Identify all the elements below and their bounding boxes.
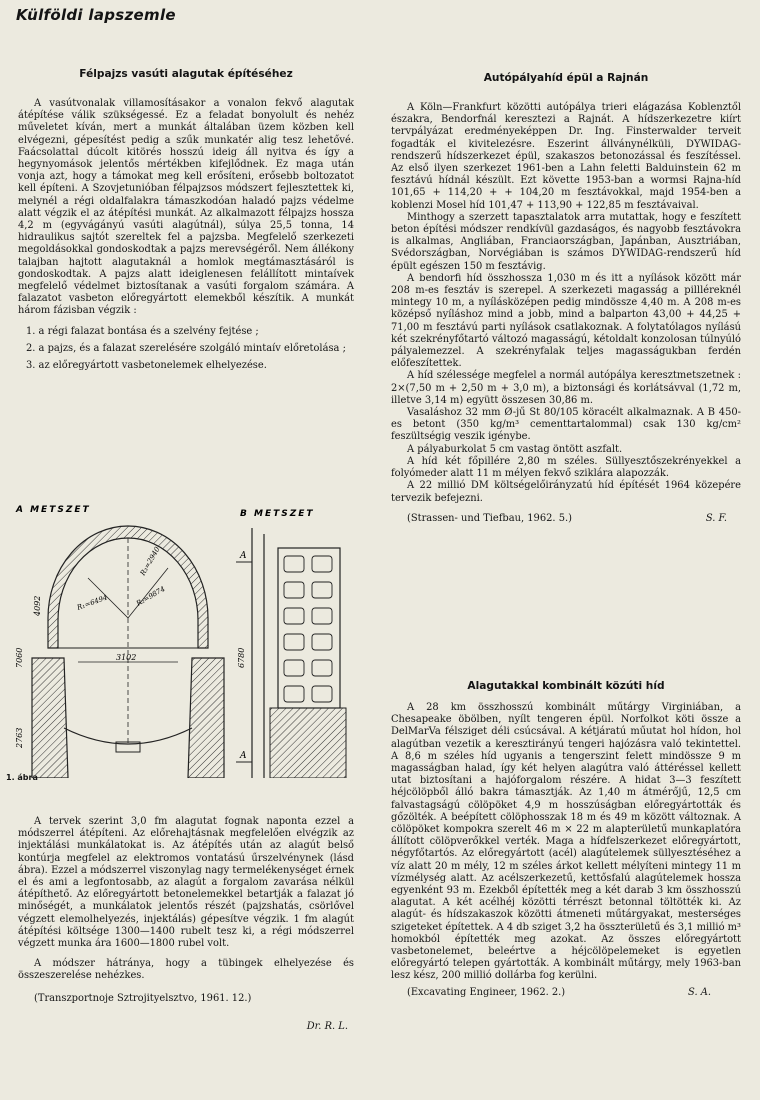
- tunnel-cross-section-figure: [8, 498, 348, 792]
- signature: S. F.: [705, 512, 727, 524]
- paragraph: A Köln—Frankfurt közötti autópálya trieri elágazása Koblenztől északra, Bendorfnál keresztezi a Rajnát. A hídszerkezetre kiírt tervpályázat eredményeképpen Dr. Ing. Finsterwalder terveit fogadták el kivitelezésre. Eszerint állványnélküli, DYWIDAG-rendszerű hídszerkezet épül, szakaszos betonozással és feszítéssel. Az első ilyen szerkezet 1961-ben a Lahn feletti Balduinstein 62 m fesztávú hídnál készült. Ezt követte 1953-ban a wormsi Rajna-híd 101,65 + 114,20 + + 104,20 m fesztávokkal, majd 1954-ben a koblenzi Mosel híd 101,47 + 113,90 + 122,85 m fesztávaival.: [391, 102, 741, 211]
- signature: S. A.: [688, 986, 711, 998]
- list-item: 3. az előregyártott vasbetonelemek elhelyezése.: [26, 360, 267, 372]
- page-header: Külföldi lapszemle: [16, 6, 176, 24]
- signature: Dr. R. L.: [306, 1020, 348, 1032]
- source-citation: (Strassen- und Tiefbau, 1962. 5.): [407, 512, 572, 524]
- dim-label: R₃=2940: [138, 545, 162, 577]
- paragraph: A tervek szerint 3,0 fm alagutat fognak naponta ezzel a módszerrel átépíteni. Az előrehajtásnak megfelelően elvégzik az injektálási munkálatokat is. Az átépítés után az alagút belső kontúrja megfelel az elektromos vontatású űrszelvénynek (lásd ábra). Ezzel a módszerrel viszonylag nagy termelékenységet érnek el és ami a legfontosabb, az alagút a forgalom zavarása nélkül átépíthető. Az előregyártott betonelemekkel betartják a falazat jó minőségét, a munkálatok jelentős részét (pajzshatás, csörlővel végzett elemolhelyezés, injektálás) gépesítve végzik. 1 fm alagút átépítési költsége 1300—1400 rubelt tesz ki, a régi módszerrel végzett munka ára 1600—1800 rubel volt.: [18, 816, 354, 950]
- article-body: [391, 102, 741, 525]
- article-title: Autópályahíd épül a Rajnán: [483, 72, 649, 84]
- paragraph: A 22 millió DM költségelőirányzatú híd építését 1964 közepére tervezik befejezni.: [391, 480, 741, 504]
- dim-label: 3102: [116, 653, 137, 662]
- article-body: [391, 702, 741, 999]
- source-citation: (Excavating Engineer, 1962. 2.): [407, 986, 566, 998]
- paragraph: A híd szélessége megfelel a normál autópálya keresztmetszetnek : 2×(7,50 m + 2,50 m + 3,0 m), a biztonsági és korlátsávval (1,72 m, illetve 3,14 m) együtt összesen 30,86 m.: [391, 370, 741, 406]
- dim-label: 7060: [15, 647, 24, 668]
- list-item: 2. a pajzs, és a falazat szerelésére szolgáló mintaív előretolása ;: [26, 342, 346, 354]
- source-citation: (Transzportnoje Sztrojityelsztvo, 1961. 12.): [34, 992, 252, 1004]
- paragraph: A bendorfi híd összhossza 1,030 m és itt a nyílások között már 208 m-es fesztáv is szerepel. A szerkezeti magasság a pillléreknél mintegy 10 m, a nyílásközépen pedig mindössze 4,40 m. A 208 m-es középső nyíláshoz mind a jobb, mind a balparton 43,00 + 44,25 + 71,00 m fesztávú parti nyílások csatlakoznak. A folytatólagos nyílású két szekrényfőtartó változó magasságú, kétoldalt konzolosan túlnyúló pályalemezzel. A szekrényfalak teljes magasságukban ferdén előfeszítettek.: [391, 272, 741, 370]
- paragraph: A vasútvonalak villamosításakor a vonalon fekvő alagutak átépítése válik szükségessé. Ez a feladat bonyolult és nehéz műveletet kíván, mert a munkát általában üzem közben kell elvégezni, gépesítést pedig a szűk munkatér alig tesz lehetővé. Faácsolattal dúcolt kitörés hosszú ideig áll nyitva és így a hegynyomások jelentős mértékben kifejlődnek. Ez maga után vonja azt, hogy a támokat meg kell erősíteni, erősebb boltozatot kell építeni. A Szovjetunióban félpajzsos módszert fejlesztettek ki, melynél a régi oldalfalakra támaszkodóan haladó pajzs védelme alatt végzik el az átépítési munkát. Az alkalmazott félpajzs hossza 4,2 m (egyvágányú vasúti alagútnál), súlya 25,5 tonna, 14 hidraulikus sajtót szereltek fel a pajzsba. Megfelelő szerkezeti megoldásokkal gondoskodtak a pajzs merevségéről. Nem állékony talajban hajtott alagutaknál a homlok megtámasztásáról is gondoskodtak. A pajzs alatt ideiglenesen felállított mintaívek megfelelő védelmet biztosítanak a vasúti forgalom számára. A falazatot vasbeton előregyártott elemekből készítik. A munkát három fázisban végzik :: [18, 98, 354, 317]
- section-b-label: B METSZET: [240, 509, 315, 519]
- figure-caption: 1. ábra: [6, 773, 38, 782]
- section-marker: A: [240, 751, 247, 761]
- paragraph: Minthogy a szerzett tapasztalatok arra mutattak, hogy e feszített beton építési módszer rendkívül gazdaságos, és nagyobb fesztávokra is alkalmas, Angliában, Franciaországban, Japánban, Ausztriában, Svédországban, Norvégiában is számos DYWIDAG-rendszerű híd épült egészen 150 m fesztávig.: [391, 211, 741, 272]
- paragraph: A híd két főpillére 2,80 m széles. Süllyesztőszekrényekkel a folyómeder alatt 11 m mélyen fekvő sziklára alapozzák.: [391, 455, 741, 480]
- paragraph: A módszer hátránya, hogy a tübingek elhelyezése és összeszerelése nehézkes.: [18, 958, 354, 982]
- paragraph: A 28 km összhosszú kombinált műtárgy Virginiában, a Chesapeake öbölben, nyílt tengeren épül. Norfolkot köti össze a DelMarVa félsziget déli csúcsával. A kétjáratú műutat hol hídon, hol alagútban vezetik a keresztirányú tengeri hajózásra való tekintettel. A 8,6 m széles híd ugyanis a tengerszint felett mindössze 9 m magasságban halad, így két helyen alagútra való áttéréssel kellett utat biztosítani a hajóforgalom részére. A hidat 3—3 feszített héjcölöpből álló bakra támasztják. Az 1,40 m átmérőjű, 12,5 cm falvastagságú cölöpöket 4,9 m hosszúságban előregyártották és gőzölték. A beépített cölöphosszak 18 m és 49 m között változnak. A cölöpöket kompokra szerelt 46 m × 22 m alapterületű munkaplatóra állított cölöpverőkkel verték. Maga a hídfelszerkezet előregyártott, négyfőtartós. Az előregyártott (acél) alagútelemek süllyesztéséhez a víz alatt 20 m mély, 12 m széles árkot kellett mélyíteni mintegy 11 m vízmélység alatt. Az acélszerkezetű, kettősfalú alagútelemek hossza egyenként 93 m. Ezekből építették meg a két darab 3 km összhosszú alagutat. A két acélhéj közötti térrészt betonnal töltötték ki. Az alagút- és hídszakaszok közötti átmeneti műtárgyakat, mesterséges szigeteket építettek. A 4 db sziget 3,2 ha összterületű és 3,1 millió m³ homokból építették meg azokat. Az összes előregyártott vasbetonelemet, beleértve a héjcölöpelemeket is egyetlen előregyártó telepen gyártották. A kombinált műtárgy, mely 1963-ban lesz kész, 200 millió dollárba fog kerülni.: [391, 702, 741, 982]
- article-title: Félpajzs vasúti alagutak építéséhez: [79, 68, 293, 80]
- dim-label: 2763: [15, 727, 24, 748]
- section-a-label: A METSZET: [16, 505, 91, 515]
- dim-label: R₁=6494: [75, 593, 109, 612]
- section-marker: A: [240, 551, 247, 561]
- paragraph: Vasaláshoz 32 mm Ø-jű St 80/105 köracélt alkalmaznak. A B 450-es betont (350 kg/m³ cementtartalommal) csak 130 kg/cm² feszültségig veszik igénybe.: [391, 407, 741, 443]
- article-body-continued: [18, 816, 354, 1033]
- article-title: Alagutakkal kombinált közúti híd: [467, 680, 665, 692]
- dim-label: R₂=9874: [135, 584, 167, 608]
- dim-label: 6780: [237, 647, 246, 668]
- article-body: [18, 98, 354, 377]
- paragraph: A pályaburkolat 5 cm vastag öntött aszfalt.: [407, 443, 623, 455]
- tunnel-drawing: [8, 498, 348, 778]
- dim-label: 4092: [33, 595, 42, 616]
- list-item: 1. a régi falazat bontása és a szelvény fejtése ;: [26, 325, 259, 337]
